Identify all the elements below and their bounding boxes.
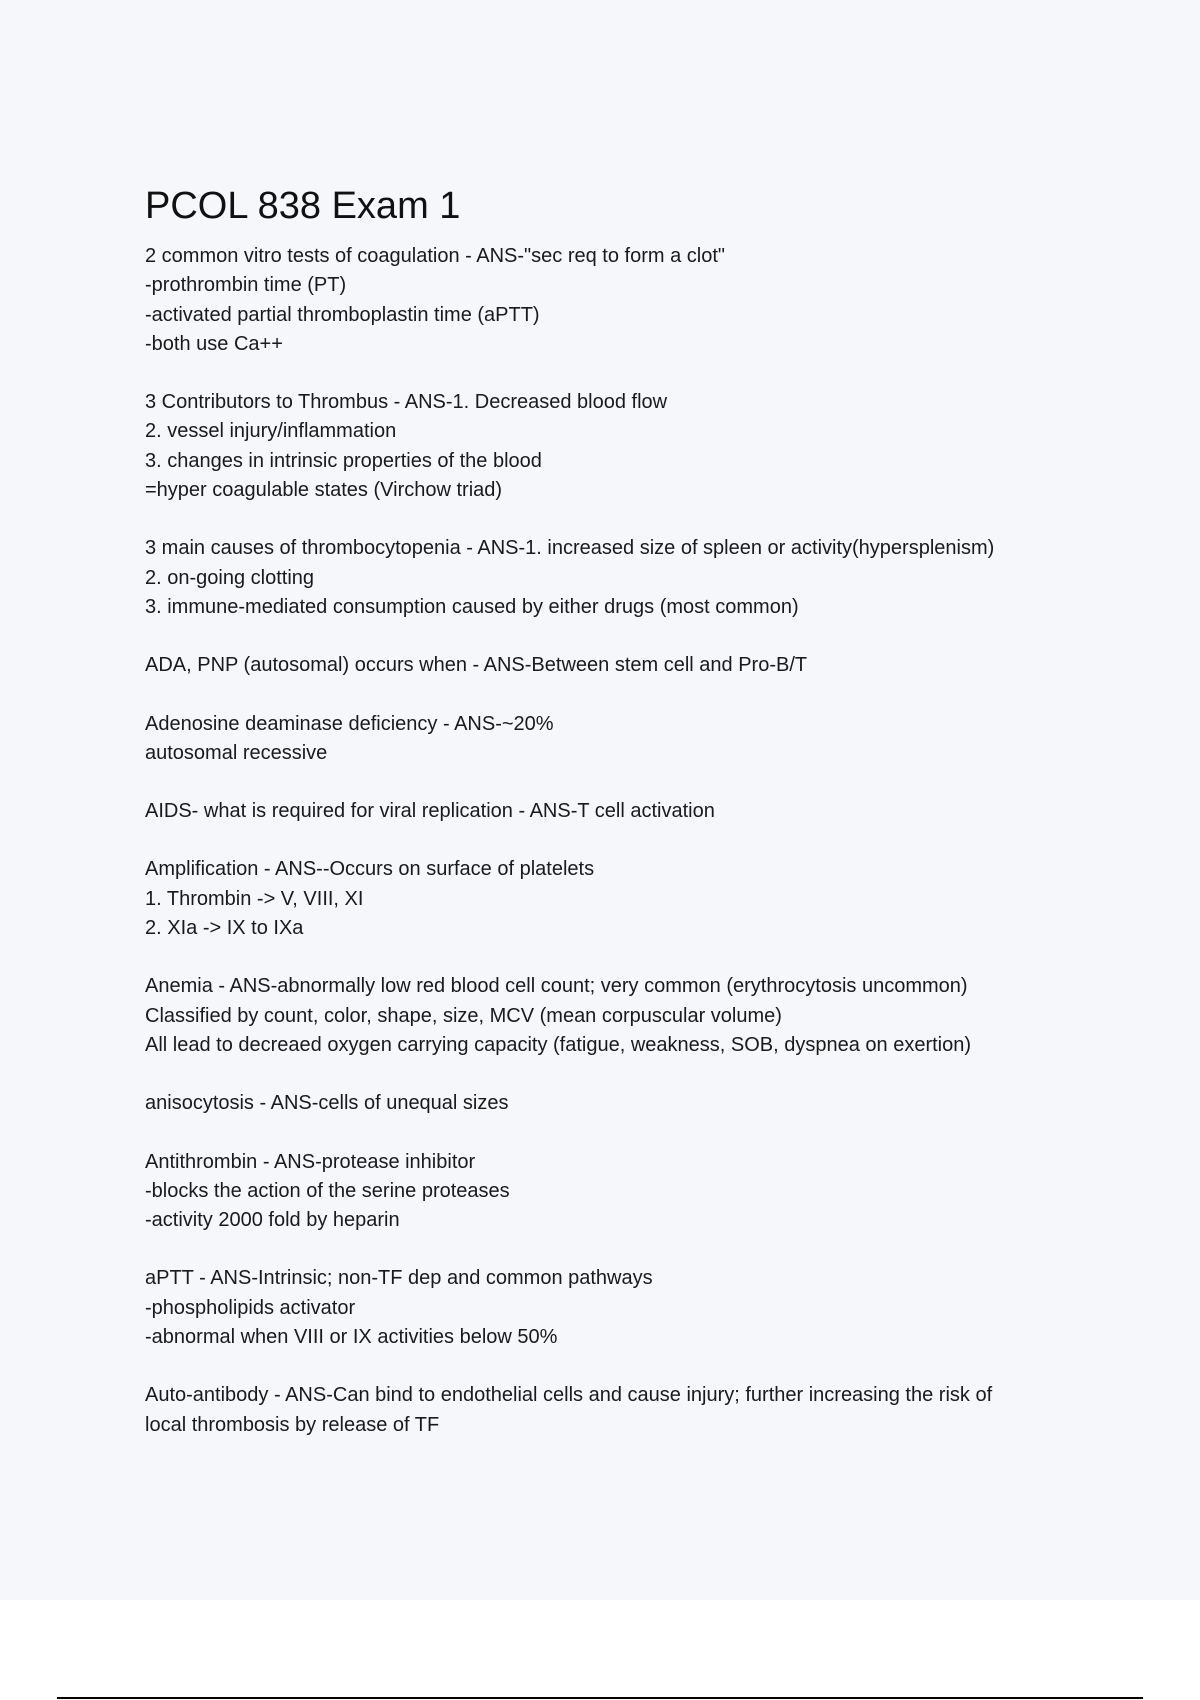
entry-answer-line: -activity 2000 fold by heparin [145, 1209, 400, 1232]
entry-answer-line: -activated partial thromboplastin time (aPTT) [145, 303, 540, 326]
entry-question-line: 2 common vitro tests of coagulation - ANS-"sec req to form a clot" [145, 245, 725, 267]
entry-answer-line: 2. XIa -> IX to IXa [145, 917, 304, 940]
entry-answer-line: =hyper coagulable states (Virchow triad) [145, 479, 503, 502]
entry-question-line: anisocytosis - ANS-cells of unequal sizes [145, 1092, 509, 1115]
qa-entry [145, 1264, 1145, 1352]
qa-entry [145, 534, 1145, 622]
qa-entry [145, 388, 1145, 505]
qa-entry [145, 651, 1145, 680]
entry-question-line: Antithrombin - ANS-protease inhibitor [145, 1150, 476, 1173]
entry-question-line: Adenosine deaminase deficiency - ANS-~20% [145, 712, 554, 735]
qa-entry [145, 1148, 1145, 1236]
footer-divider [57, 1697, 1143, 1699]
entry-question-line: AIDS- what is required for viral replication - ANS-T cell activation [145, 800, 715, 823]
entry-answer-line: -prothrombin time (PT) [145, 274, 347, 297]
qa-entry [145, 1089, 1145, 1118]
entry-question-line: Auto-antibody - ANS-Can bind to endothelial cells and cause injury; further increasing the risk of [145, 1384, 993, 1407]
entry-answer-line: Classified by count, color, shape, size, MCV (mean corpuscular volume) [145, 1004, 782, 1027]
entry-answer-line: -blocks the action of the serine proteases [145, 1179, 510, 1202]
document-title: PCOL 838 Exam 1 [145, 185, 461, 227]
entry-answer-line: -both use Ca++ [145, 332, 283, 355]
qa-entry [145, 797, 1145, 826]
entry-question-line: aPTT - ANS-Intrinsic; non-TF dep and common pathways [145, 1267, 653, 1290]
entry-question-line: Anemia - ANS-abnormally low red blood cell count; very common (erythrocytosis uncommon) [145, 975, 968, 998]
document-content [145, 182, 1145, 1469]
entry-answer-line: -abnormal when VIII or IX activities below 50% [145, 1326, 558, 1349]
entry-answer-line: local thrombosis by release of TF [145, 1413, 440, 1436]
entry-answer-line: 3. changes in intrinsic properties of the blood [145, 449, 542, 472]
entry-answer-line: 2. vessel injury/inflammation [145, 420, 397, 443]
entry-answer-line: 1. Thrombin -> V, VIII, XI [145, 887, 364, 910]
entry-answer-line: All lead to decreaed oxygen carrying capacity (fatigue, weakness, SOB, dyspnea on exertion) [145, 1033, 972, 1056]
entry-answer-line: 2. on-going clotting [145, 566, 315, 589]
qa-entry [145, 972, 1145, 1060]
qa-entry [145, 710, 1145, 769]
entries-list [145, 242, 1145, 1440]
entry-question-line: 3 Contributors to Thrombus - ANS-1. Decreased blood flow [145, 391, 668, 414]
qa-entry [145, 855, 1145, 943]
entry-question-line: Amplification - ANS--Occurs on surface of platelets [145, 858, 595, 881]
entry-answer-line: autosomal recessive [145, 741, 328, 764]
entry-answer-line: 3. immune-mediated consumption caused by either drugs (most common) [145, 595, 799, 618]
entry-answer-line: -phospholipids activator [145, 1296, 356, 1319]
entry-question-line: ADA, PNP (autosomal) occurs when - ANS-Between stem cell and Pro-B/T [145, 654, 808, 677]
qa-entry [145, 242, 1145, 359]
qa-entry [145, 1381, 1145, 1440]
entry-question-line: 3 main causes of thrombocytopenia - ANS-1. increased size of spleen or activity(hypersplenism) [145, 537, 995, 560]
